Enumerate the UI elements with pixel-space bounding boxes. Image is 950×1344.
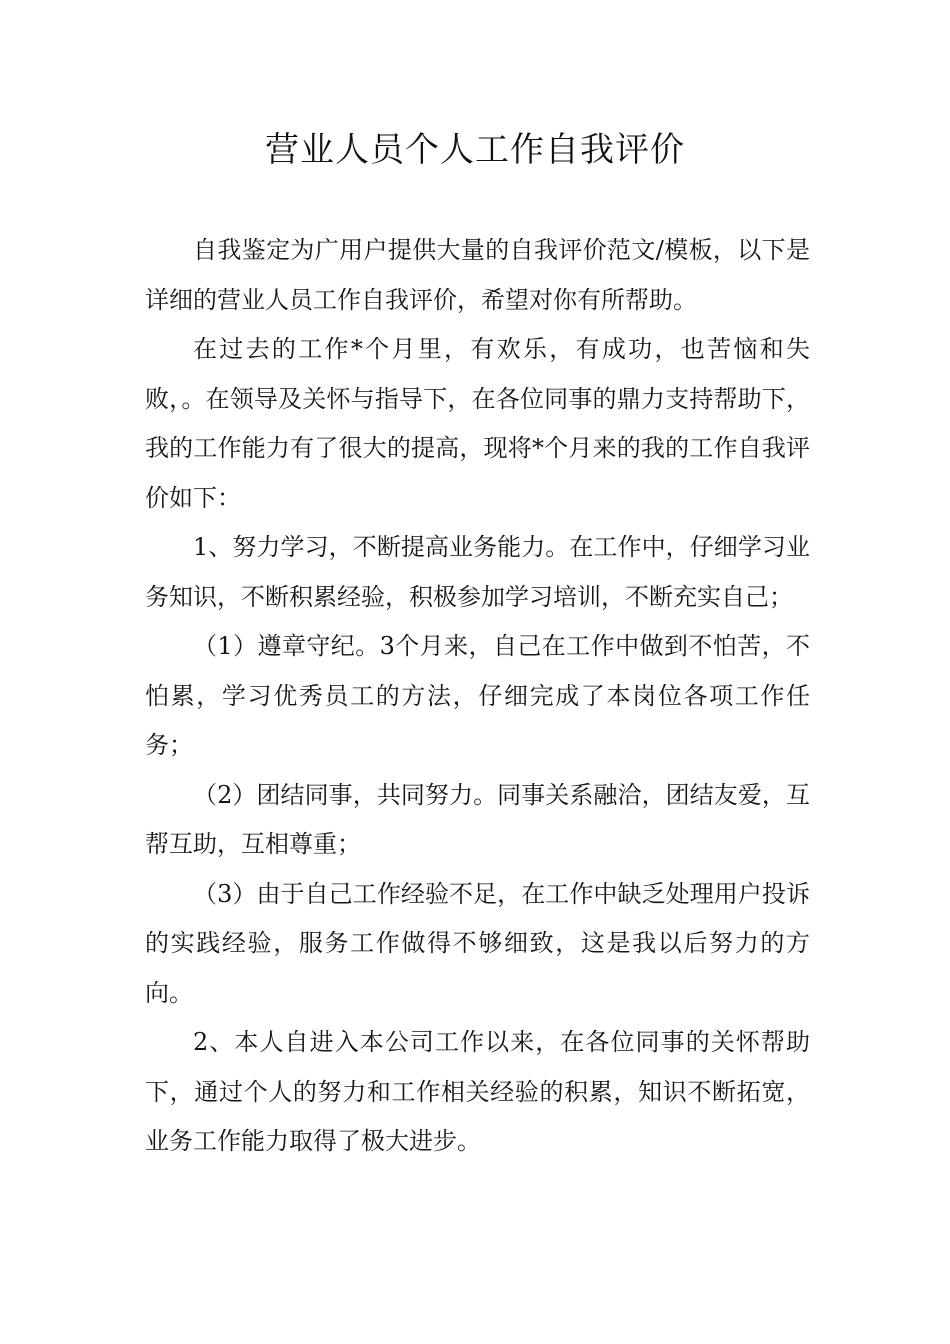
paragraph-subitem-1: （1）遵章守纪。3个月来，自己在工作中做到不怕苦，不怕累，学习优秀员工的方法，仔细完成了本岗位各项工作任务； bbox=[145, 632, 810, 759]
paragraph-intro: 自我鉴定为广用户提供大量的自我评价范文/模板，以下是详细的营业人员工作自我评价，希望对你有所帮助。 bbox=[145, 236, 810, 314]
paragraph-subitem-3: （3）由于自己工作经验不足，在工作中缺乏处理用户投诉的实践经验，服务工作做得不够细致，这是我以后努力的方向。 bbox=[145, 879, 810, 1007]
document-title: 营业人员个人工作自我评价 bbox=[265, 130, 685, 170]
paragraph-item-2: 2、本人自进入本公司工作以来，在各位同事的关怀帮助下，通过个人的努力和工作相关经验的积累，知识不断拓宽，业务工作能力取得了极大进步。 bbox=[145, 1028, 810, 1155]
paragraph-subitem-2: （2）团结同事，共同努力。同事关系融洽，团结友爱，互帮互助，互相尊重； bbox=[145, 780, 810, 858]
document-body bbox=[145, 226, 810, 1167]
paragraph-item-1: 1、努力学习，不断提高业务能力。在工作中，仔细学习业务知识，不断积累经验，积极参加学习培训，不断充实自己； bbox=[145, 533, 810, 611]
paragraph-overview: 在过去的工作*个月里，有欢乐，有成功，也苦恼和失败，。在领导及关怀与指导下，在各位同事的鼎力支持帮助下，我的工作能力有了很大的提高，现将*个月来的我的工作自我评价如下： bbox=[145, 335, 810, 512]
